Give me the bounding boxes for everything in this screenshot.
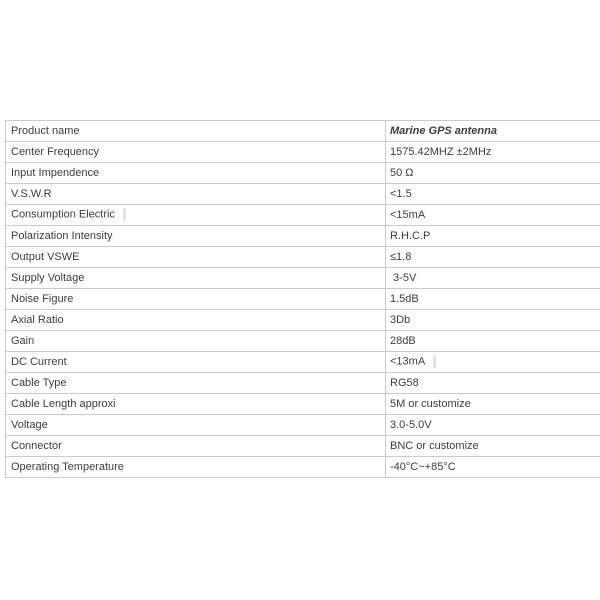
table-row [6,331,600,352]
spec-value: <15mA [386,205,600,226]
table-row [6,352,600,373]
table-row [6,436,600,457]
table-row [6,205,600,226]
spec-label: Operating Temperature [6,457,386,478]
spec-label: Cable Length approxi [6,394,386,415]
table-row [6,457,600,478]
table-row [6,142,600,163]
spec-label: Center Frequency [6,142,386,163]
table-row [6,373,600,394]
spec-value: RG58 [386,373,600,394]
spec-label: Voltage [6,415,386,436]
table-row [6,163,600,184]
spec-value: -40°C~+85°C [386,457,600,478]
spec-value: 3-5V [386,268,600,289]
spec-label: Output VSWE [6,247,386,268]
spec-label: Supply Voltage [6,268,386,289]
spec-value: Marine GPS antenna [386,121,600,142]
table-row [6,289,600,310]
spec-value: 1.5dB [386,289,600,310]
spec-value: 1575.42MHZ ±2MHz [386,142,600,163]
spec-label: Noise Figure [6,289,386,310]
spec-value: 3Db [386,310,600,331]
table-row [6,394,600,415]
spec-value: R.H.C.P [386,226,600,247]
spec-label: V.S.W.R [6,184,386,205]
table-row [6,121,600,142]
spec-value-text: <13mA [390,355,426,368]
spec-label-text: Consumption Electric [11,208,115,221]
table-row [6,226,600,247]
spec-table [5,120,600,478]
table-row [6,268,600,289]
spec-value: 5M or customize [386,394,600,415]
text-cursor-mark [123,208,126,221]
spec-label: DC Current [6,352,386,373]
spec-value: <1.5 [386,184,600,205]
table-row [6,310,600,331]
spec-label: Cable Type [6,373,386,394]
text-cursor-mark [433,355,436,368]
table-row [6,247,600,268]
spec-label: Axial Ratio [6,310,386,331]
spec-value: 50 Ω [386,163,600,184]
spec-label: Input Impendence [6,163,386,184]
spec-value: BNC or customize [386,436,600,457]
spec-value: 3.0-5.0V [386,415,600,436]
spec-value: ≤1.8 [386,247,600,268]
spec-value [386,352,600,373]
spec-label: Connector [6,436,386,457]
spec-label: Gain [6,331,386,352]
spec-label: Product name [6,121,386,142]
spec-value: 28dB [386,331,600,352]
spec-label [6,205,386,226]
spec-label: Polarization Intensity [6,226,386,247]
table-row [6,415,600,436]
table-row [6,184,600,205]
